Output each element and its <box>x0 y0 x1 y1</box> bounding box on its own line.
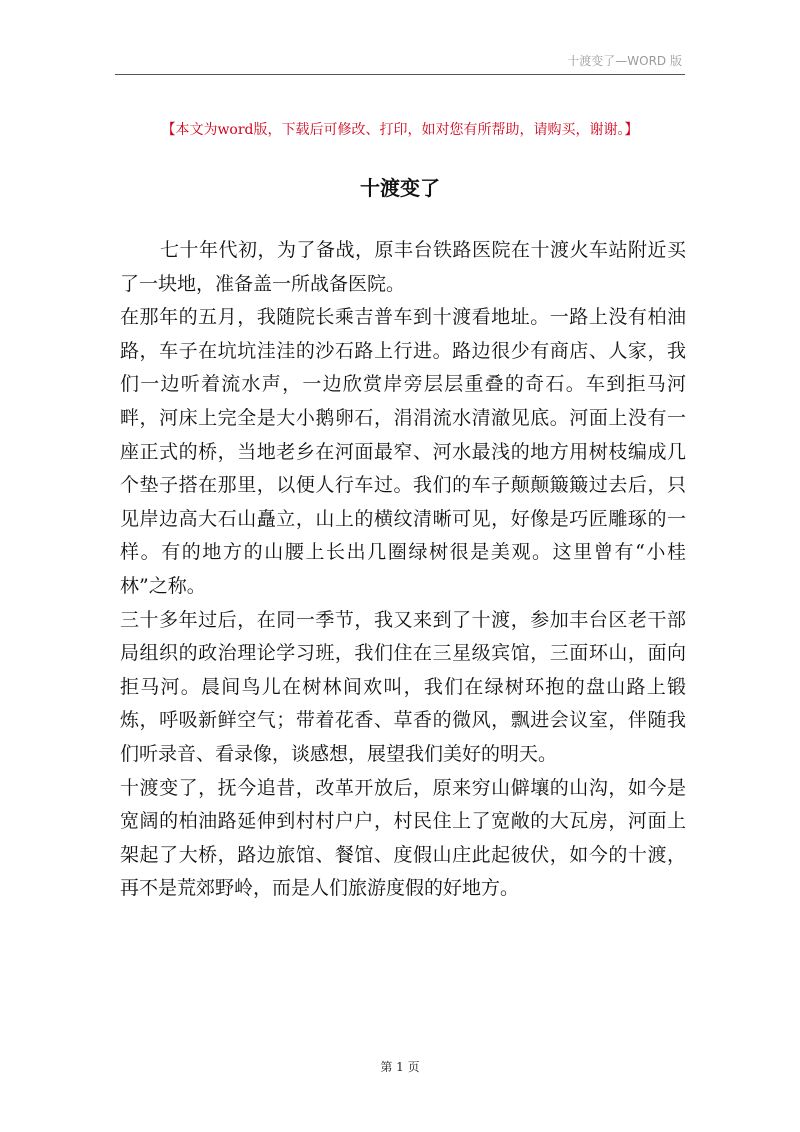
paragraph-1: 七十年代初，为了备战，原丰台铁路医院在十渡火车站附近买了一块地，准备盖一所战备医院。 <box>120 239 686 295</box>
paragraph-2: 在那年的五月，我随院长乘吉普车到十渡看地址。一路上没有柏油路，车子在坑坑洼洼的沙石路上行进。路边很少有商店、人家，我们一边听着流水声，一边欣赏岸旁层层重叠的奇石。车到拒马河畔，河床上完全是大小鹅卵石，涓涓流水清澈见底。河面上没有一座正式的桥，当地老乡在河面最窄、河水最浅的地方用树枝编成几个垫子搭在那里，以便人行车过。我们的车子颠颠簸簸过去后，只见岸边高大石山矗立，山上的横纹清晰可见，好像是巧匠雕琢的一样。有的地方的山腰上长出几圈绿树很是美观。这里曾有“小桂林”之称。 <box>120 306 686 597</box>
paragraph-4: 十渡变了，抚今追昔，改革开放后，原来穷山僻壤的山沟，如今是宽阔的柏油路延伸到村村户户，村民住上了宽敞的大瓦房，河面上架起了大桥，路边旅馆、餐馆、度假山庄此起彼伏，如今的十渡，再不是荒郊野岭，而是人们旅游度假的好地方。 <box>120 776 686 900</box>
running-header: 十渡变了—WORD 版 <box>567 54 682 68</box>
page-number: 第 1 页 <box>380 1060 420 1074</box>
document-title: 十渡变了 <box>360 176 440 200</box>
document-body <box>120 234 686 906</box>
header-divider <box>115 74 685 75</box>
paragraph-3: 三十多年过后，在同一季节，我又来到了十渡，参加丰台区老干部局组织的政治理论学习班，我们住在三星级宾馆，三面环山，面向拒马河。晨间鸟儿在树林间欢叫，我们在绿树环抱的盘山路上锻炼，呼吸新鲜空气；带着花香、草香的微风，飘进会议室，伴随我们听录音、看录像，谈感想，展望我们美好的明天。 <box>120 608 686 765</box>
download-notice: 【本文为word版，下载后可修改、打印，如对您有所帮助，请购买，谢谢。】 <box>161 122 639 138</box>
